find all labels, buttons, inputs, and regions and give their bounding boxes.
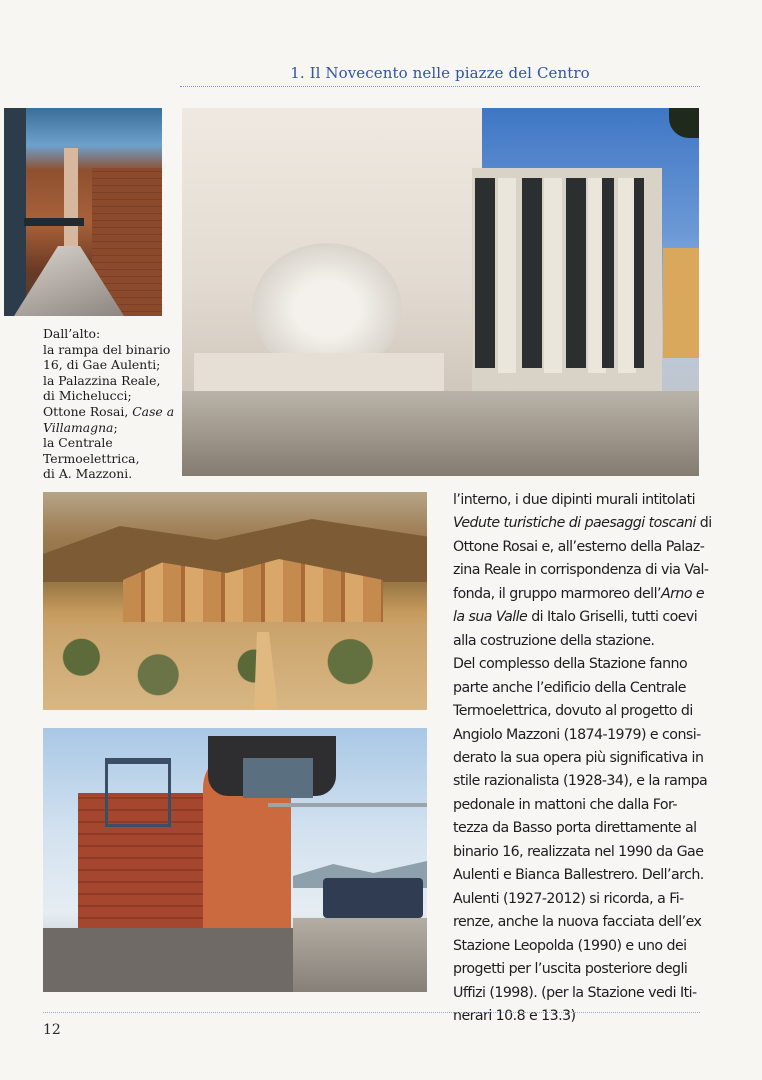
body-line: Termoelettrica, dovuto al progetto di — [453, 703, 693, 720]
footer-dotted-rule — [43, 1012, 700, 1013]
header-dotted-rule — [180, 86, 700, 87]
body-line: Ottone Rosai e, all’esterno della Palaz- — [453, 538, 705, 555]
body-line: stile razionalista (1928-34), e la rampa — [453, 773, 708, 790]
body-text — [453, 489, 712, 1028]
body-line: l’interno, i due dipinti murali intitolati — [453, 492, 695, 508]
body-line: parte anche l’edificio della Centrale — [453, 679, 686, 696]
body-line: nerari 10.8 e 13.3) — [453, 1007, 576, 1024]
caption-line: 16, di Gae Aulenti; — [43, 357, 161, 373]
photo-palazzina-reale — [182, 108, 699, 476]
body-line: derato la sua opera più significativa in — [453, 749, 704, 766]
body-line: Del complesso della Stazione fanno — [453, 656, 688, 673]
caption-line: Dall’alto: — [43, 326, 101, 341]
caption-line: Termoelettrica, — [43, 450, 140, 466]
body-line: Vedute turistiche di paesaggi toscani di — [453, 515, 712, 532]
body-line: tezza da Basso porta direttamente al — [453, 820, 697, 837]
body-line: Uffizi (1998). (per la Stazione vedi Iti- — [453, 984, 697, 1001]
page-number: 12 — [43, 1022, 61, 1038]
body-line: Aulenti (1927-2012) si ricorda, a Fi- — [453, 890, 684, 907]
caption-line: di Michelucci; — [43, 388, 132, 404]
caption-line: Villamagna; — [43, 419, 118, 435]
photo-centrale-termoelettrica — [43, 728, 427, 992]
body-line: binario 16, realizzata nel 1990 da Gae — [453, 843, 704, 860]
running-head: 1. Il Novecento nelle piazze del Centro — [290, 64, 590, 82]
caption-line: di A. Mazzoni. — [43, 466, 133, 482]
photo-painting-case-a-villamagna — [43, 492, 427, 710]
body-line: Aulenti e Bianca Ballestrero. Dell’arch. — [453, 867, 704, 884]
body-line: pedonale in mattoni che dalla For- — [453, 796, 677, 813]
sculpture — [252, 243, 402, 353]
body-line: renze, anche la nuova facciata dell’ex — [453, 914, 702, 931]
body-line: zina Reale in corrispondenza di via Val- — [453, 562, 709, 579]
body-line: la sua Valle di Italo Griselli, tutti coevi — [453, 609, 698, 626]
caption-line: la Centrale — [43, 435, 113, 451]
caption-line: Ottone Rosai, Case a — [43, 403, 175, 419]
caption-line: la rampa del binario — [43, 341, 171, 357]
body-line: fonda, il gruppo marmoreo dell’Arno e — [453, 585, 705, 602]
body-line: alla costruzione della stazione. — [453, 632, 655, 649]
body-line: progetti per l’uscita posteriore degli — [453, 961, 688, 978]
caption-line: la Palazzina Reale, — [43, 372, 161, 388]
photo-ramp-binario-16 — [4, 108, 162, 316]
body-line: Angiolo Mazzoni (1874-1979) e consi- — [453, 726, 701, 743]
photo-caption — [43, 326, 175, 482]
body-line: Stazione Leopolda (1990) e uno dei — [453, 937, 687, 954]
